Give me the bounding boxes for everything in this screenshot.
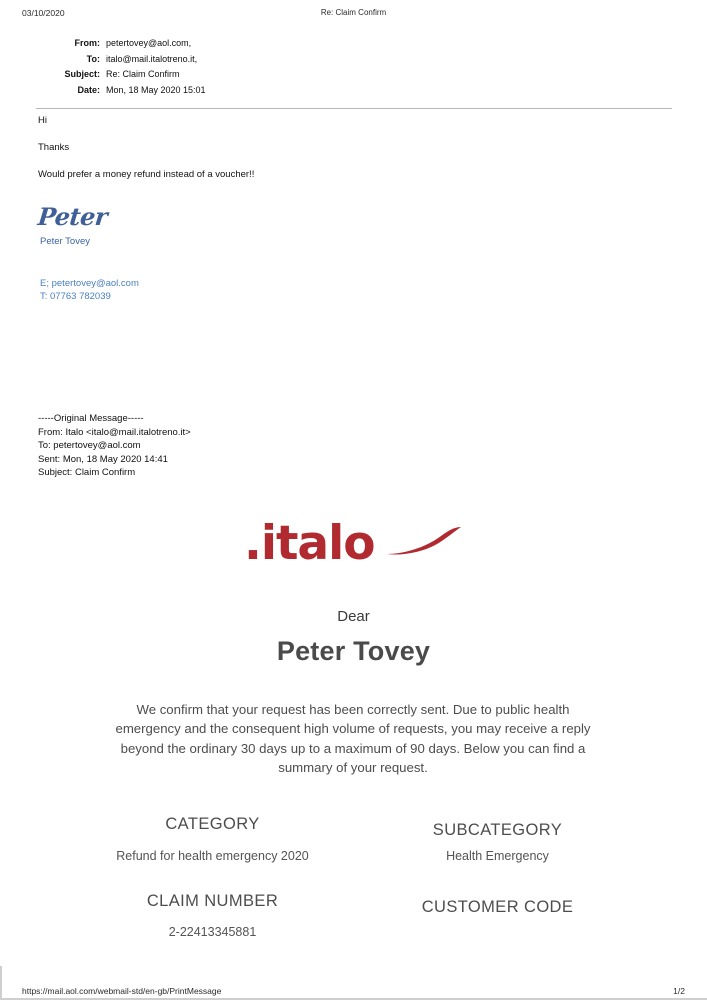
mail-header-subject-value: Re: Claim Confirm <box>106 69 180 79</box>
scan-edge-left <box>0 966 2 1000</box>
signature-phone: T: 07763 782039 <box>40 291 111 302</box>
mail-header-date-value: Mon, 18 May 2020 15:01 <box>106 84 206 95</box>
request-summary <box>70 815 640 939</box>
claim-number-label: CLAIM NUMBER <box>146 892 279 910</box>
original-to: To: petertovey@aol.com <box>38 440 141 452</box>
mail-header-from-value: petertovey@aol.com, <box>106 38 192 48</box>
body-line-thanks: Thanks <box>38 142 70 153</box>
signature-name: Peter Tovey <box>40 236 90 247</box>
claim-number-value: 2-22413345881 <box>168 925 257 939</box>
summary-category <box>70 815 355 863</box>
mail-headers <box>42 36 665 98</box>
summary-claim-number <box>70 892 355 939</box>
customer-code-label: CUSTOMER CODE <box>421 898 574 916</box>
mail-header-from-label: From: <box>74 38 100 48</box>
print-subject: Re: Claim Confirm <box>320 8 387 17</box>
signature-email: E; petertovey@aol.com <box>40 278 139 289</box>
footer-page-number: 1/2 <box>673 986 685 996</box>
print-date: 03/10/2020 <box>22 8 65 18</box>
greeting-recipient-name: Peter Tovey <box>276 636 431 666</box>
confirmation-paragraph: We confirm that your request has been correctly sent. Due to public health emergency and the consequent high volume of requests, you may receive a reply beyond the ordinary 30 days up to a maximum of 90 days. Below you can find a summary of your request. <box>115 702 591 775</box>
original-sent: Sent: Mon, 18 May 2020 14:41 <box>38 453 168 465</box>
handwritten-signature: Peter <box>36 202 109 231</box>
mail-header-subject-label: Subject: <box>64 69 100 79</box>
body-line-greeting: Hi <box>38 115 47 126</box>
print-header <box>22 8 685 22</box>
mail-header-from <box>42 36 665 52</box>
subcategory-label: SUBCATEGORY <box>432 821 563 839</box>
category-value: Refund for health emergency 2020 <box>116 849 309 863</box>
footer-source-url: https://mail.aol.com/webmail-std/en-gb/PrintMessage <box>22 986 222 996</box>
original-separator: -----Original Message----- <box>38 413 144 424</box>
mail-header-date-label: Date: <box>77 84 100 95</box>
greeting-dear: Dear <box>337 608 370 625</box>
subcategory-value: Health Emergency <box>446 849 549 863</box>
email-body <box>38 114 667 195</box>
mail-header-to <box>42 52 665 68</box>
italo-swoosh-icon <box>385 524 463 563</box>
category-label: CATEGORY <box>165 815 260 833</box>
summary-row-1 <box>70 815 640 863</box>
original-subject: Subject: Claim Confirm <box>38 467 136 479</box>
mail-header-subject <box>42 67 665 83</box>
original-message-block <box>38 412 191 480</box>
italo-logo <box>0 518 707 582</box>
summary-row-2 <box>70 892 640 939</box>
original-from: From: Italo <italo@mail.italotreno.it> <box>38 426 191 438</box>
italo-logo-text: .italo <box>243 516 375 571</box>
mail-header-to-label: To: <box>86 53 100 64</box>
summary-customer-code <box>355 895 640 939</box>
summary-subcategory <box>355 818 640 863</box>
mail-header-date <box>42 83 665 99</box>
header-divider <box>36 108 672 109</box>
mail-header-to-value: italo@mail.italotreno.it, <box>106 53 198 64</box>
body-line-request: Would prefer a money refund instead of a voucher!! <box>38 169 255 180</box>
